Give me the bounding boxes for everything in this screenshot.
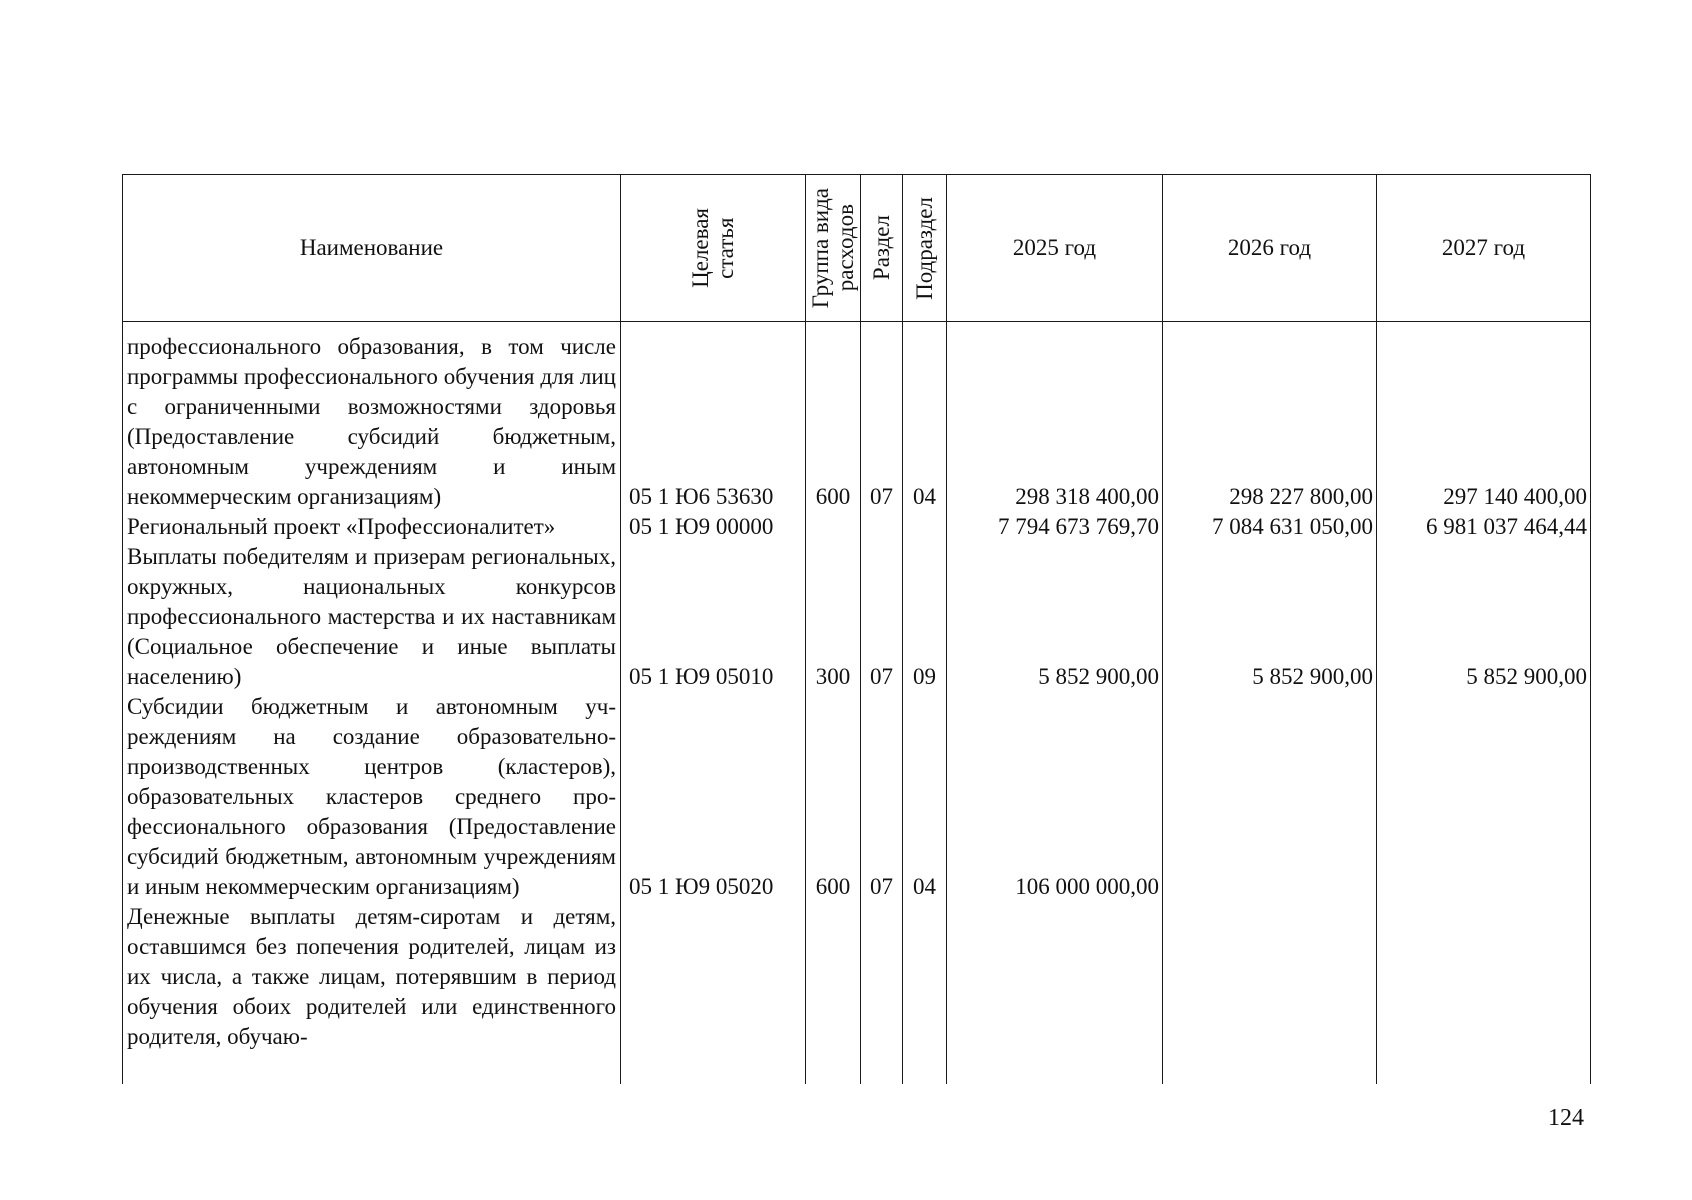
table-row [123, 512, 1591, 542]
header-subsection-label: Подраздел [912, 196, 937, 300]
table-row [123, 542, 1591, 692]
row-target-cell: 05 1 Ю9 05020 [621, 692, 806, 902]
row-target-cell: 05 1 Ю6 53630 [621, 322, 806, 513]
row-2026-cell [1163, 902, 1377, 1084]
header-target-article [621, 175, 806, 322]
header-name [123, 175, 621, 322]
row-target-cell: 05 1 Ю9 00000 [621, 512, 806, 542]
row-2025-cell: 106 000 000,00 [947, 692, 1163, 902]
row-2027-cell [1377, 692, 1591, 902]
row-2025-cell: 298 318 400,00 [947, 322, 1163, 513]
header-2025 [947, 175, 1163, 322]
header-target-article-label: Целевая статья [688, 208, 738, 288]
row-section-cell: 07 [861, 692, 903, 902]
row-2025-cell: 5 852 900,00 [947, 542, 1163, 692]
row-section-cell: 07 [861, 542, 903, 692]
row-group-cell [806, 512, 861, 542]
row-group-cell [806, 902, 861, 1084]
row-2027-cell [1377, 902, 1591, 1084]
row-section-cell [861, 512, 903, 542]
row-name-cell: Региональный проект «Профессионалитет» [123, 512, 621, 542]
row-2026-cell [1163, 692, 1377, 902]
header-expense-group [806, 175, 861, 322]
row-group-cell: 600 [806, 692, 861, 902]
row-2026-cell: 7 084 631 050,00 [1163, 512, 1377, 542]
budget-table [122, 174, 1591, 1084]
page-number: 124 [1548, 1105, 1584, 1131]
row-name-cell: Выплаты победителям и призерам региональных, окружных, национальных конкурсов профессионального мастерства и их наставникам (Социальное обеспечение и иные выплаты населению) [123, 542, 621, 692]
row-subsection-cell [903, 902, 947, 1084]
header-2025-label: 2025 год [1012, 235, 1097, 260]
row-section-cell [861, 902, 903, 1084]
row-2025-cell: 7 794 673 769,70 [947, 512, 1163, 542]
header-subsection [903, 175, 947, 322]
header-2026 [1163, 175, 1377, 322]
row-name-cell: профессионального образования, в том числе программы профессионального обучения для лиц с ограниченными возможностями здоровья (Предоставление субсидий бюджетным, автономным учреждениям и иным некоммерческим организациям) [123, 322, 621, 513]
row-subsection-cell: 04 [903, 322, 947, 513]
row-name-cell: Субсидии бюджетным и автономным учреждениям на создание образовательно-производственных центров (кластеров), образовательных кластеров среднего профессионального образования (Предоставление субсидий бюджетным, автономным учреждениям и иным некоммерческим организациям) [123, 692, 621, 902]
table-body [123, 322, 1591, 1085]
header-2027 [1377, 175, 1591, 322]
header-row [123, 175, 1591, 322]
row-group-cell: 600 [806, 322, 861, 513]
row-subsection-cell: 09 [903, 542, 947, 692]
row-subsection-cell: 04 [903, 692, 947, 902]
row-target-cell [621, 902, 806, 1084]
header-2026-label: 2026 год [1227, 235, 1312, 260]
row-2027-cell: 6 981 037 464,44 [1377, 512, 1591, 542]
table-header [123, 175, 1591, 322]
table-row [123, 322, 1591, 513]
header-section [861, 175, 903, 322]
row-2027-cell: 5 852 900,00 [1377, 542, 1591, 692]
row-2027-cell: 297 140 400,00 [1377, 322, 1591, 513]
row-2026-cell: 5 852 900,00 [1163, 542, 1377, 692]
row-subsection-cell [903, 512, 947, 542]
header-2027-label: 2027 год [1441, 235, 1526, 260]
row-group-cell: 300 [806, 542, 861, 692]
header-section-label: Раздел [869, 215, 894, 281]
row-name-cell: Денежные выплаты детям-сиротам и детям, оставшимся без попечения родителей, лицам из их числа, а также лицам, потерявшим в период обучения обоих родителей или единственного родителя, обучаю- [123, 902, 621, 1084]
table-row [123, 902, 1591, 1084]
header-name-label: Наименование [299, 235, 444, 260]
row-section-cell: 07 [861, 322, 903, 513]
table-row [123, 692, 1591, 902]
row-2025-cell [947, 902, 1163, 1084]
row-target-cell: 05 1 Ю9 05010 [621, 542, 806, 692]
row-2026-cell: 298 227 800,00 [1163, 322, 1377, 513]
header-expense-group-label: Группа вида расходов [808, 187, 858, 309]
